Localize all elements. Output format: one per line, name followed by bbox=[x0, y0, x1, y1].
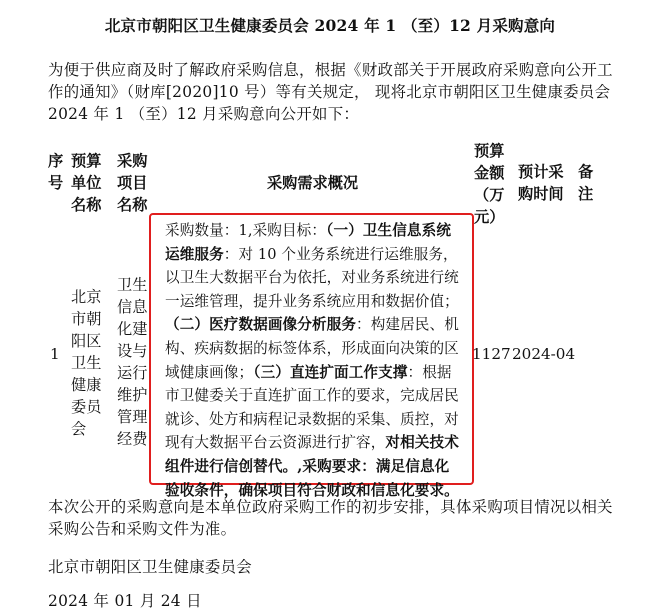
req-item-3-title: （三）直连扩面工作支撑 bbox=[253, 363, 408, 381]
header-budget: 预算金额（万元） bbox=[474, 142, 505, 226]
row-project: 卫生信息化建设与运行维护管理经费 bbox=[117, 276, 148, 448]
req-item-3-desc: ：根据市卫健委关于直连扩面工作的要求，完成居民就诊、处方和病程记录数据的采集、质控，对现有大数据平台云资源进行扩容， bbox=[165, 363, 459, 452]
intro-paragraph: 为便于供应商及时了解政府采购信息，根据《财政部关于开展政府采购意向公开工作的通知》（财库[2020]10 号）等有关规定， 现将北京市朝阳区卫生健康委员会 2024 年 1 （至）12 月采购意向公开如下： bbox=[48, 61, 613, 123]
req-quantity: 采购数量：1,采购目标： bbox=[165, 222, 327, 239]
header-requirement: 采购需求概况 bbox=[266, 174, 359, 192]
row-budget: 1127 bbox=[472, 345, 511, 363]
req-item-2-title: （二）医疗数据画像分析服务 bbox=[165, 316, 357, 334]
row-no: 1 bbox=[50, 345, 60, 363]
date: 2024 年 01 月 24 日 bbox=[48, 592, 202, 610]
footer-note: 本次公开的采购意向是本单位政府采购工作的初步安排，具体采购项目情况以相关采购公告和采购文件为准。 bbox=[48, 498, 613, 538]
header-no: 序号 bbox=[48, 152, 64, 192]
header-note: 备注 bbox=[578, 163, 594, 203]
row-unit: 北京市朝阳区卫生健康委员会 bbox=[71, 288, 102, 438]
header-project: 采购项目名称 bbox=[117, 152, 148, 214]
req-item-1-desc: ：对 10 个业务系统进行运维服务，以卫生大数据平台为依托，对业务系统进行统一运维管理，提升业务系统应用和数据价值； bbox=[165, 245, 459, 310]
row-time: 2024-04 bbox=[512, 345, 576, 363]
document-title: 北京市朝阳区卫生健康委员会 2024 年 1 （至）12 月采购意向 bbox=[104, 16, 556, 35]
req-requirements: 对相关技术组件进行信创替代。,采购要求：满足信息化验收条件，确保项目符合财政和信息化要求。 bbox=[165, 434, 459, 499]
header-unit: 预算单位名称 bbox=[71, 152, 102, 214]
req-item-2-desc: ：构建居民、机构、疾病数据的标签体系，形成面向决策的区域健康画像； bbox=[165, 316, 459, 381]
req-item-1-title: （一）卫生信息系统运维服务 bbox=[165, 222, 452, 263]
header-time: 预计采购时间 bbox=[518, 163, 564, 203]
requirement-highlight-box bbox=[149, 213, 474, 499]
signature: 北京市朝阳区卫生健康委员会 bbox=[48, 558, 252, 576]
